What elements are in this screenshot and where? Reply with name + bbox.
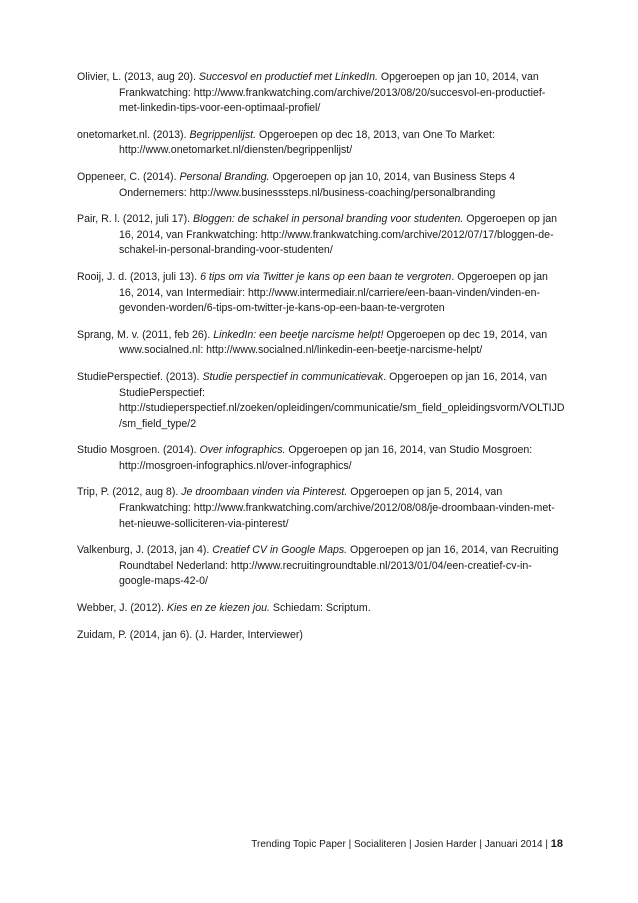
reference-source: Opgeroepen op jan 10, 2014, van Frankwatching: http://www.frankwatching.com/archive/2013/08/20/succesvol-en-productief-met-linkedin-tips-voor-een-optimaal-profiel/ [119, 71, 546, 115]
reference-title: Succesvol en productief met LinkedIn. [198, 71, 378, 83]
reference-source: Opgeroepen op dec 19, 2014, van www.socialned.nl: http://www.socialned.nl/linkedin-een-beetje-narcisme-helpt/ [119, 328, 548, 357]
reference-entry [77, 212, 565, 259]
reference-authors: Rooij, J. d. (2013, juli 13). [77, 270, 201, 283]
reference-source: . Opgeroepen op jan 16, 2014, van StudiePerspectief: http://studieperspectief.nl/zoeken/opleidingen/communicatie/sm_field_opleidingsvorm/VOLTIJD/sm_field_type/2 [119, 370, 565, 430]
reference-title: Personal Branding. [179, 170, 270, 183]
reference-title: LinkedIn: een beetje narcisme helpt! [213, 328, 384, 341]
reference-authors: onetomarket.nl. (2013). [77, 128, 190, 141]
reference-title: Over infographics. [199, 444, 286, 457]
reference-source: Opgeroepen op jan 10, 2014, van Business Steps 4 Ondernemers: http://www.businesssteps.nl/business-coaching/personalbranding [119, 170, 516, 199]
reference-authors: Zuidam, P. (2014, jan 6). (J. Harder, Interviewer) [77, 628, 303, 641]
reference-entry [77, 170, 565, 201]
reference-source: . Opgeroepen op jan 16, 2014, van Intermediair: http://www.intermediair.nl/carriere/een-baan-vinden/vinden-en-gevonden-worden/6-tips-om-twitter-je-kans-op-een-baan-te-vergroten [119, 270, 548, 315]
reference-authors: Sprang, M. v. (2011, feb 26). [77, 328, 214, 341]
reference-source: Opgeroepen op jan 16, 2014, van Studio Mosgroen: http://mosgroen-infographics.nl/over-infographics/ [119, 444, 533, 472]
reference-entry [77, 128, 565, 159]
reference-source: Opgeroepen op jan 5, 2014, van Frankwatching: http://www.frankwatching.com/archive/2012/08/08/je-droombaan-vinden-met-het-nieuwe-solliciteren-via-pinterest/ [119, 486, 555, 530]
reference-title: Je droombaan vinden via Pinterest. [181, 486, 348, 499]
reference-entry [77, 485, 565, 532]
reference-source: Opgeroepen op jan 16, 2014, van Frankwatching: http://www.frankwatching.com/archive/2012/07/17/bloggen-de-schakel-in-personal-branding-voor-studenten/ [119, 213, 557, 257]
reference-source: Opgeroepen op jan 16, 2014, van Recruiting Roundtabel Nederland: http://www.recruitingroundtable.nl/2013/01/04/een-creatief-cv-in-google-maps-42-0/ [119, 544, 559, 588]
page-number: 18 [550, 838, 563, 850]
reference-title: Studie perspectief in communicatievak [202, 370, 384, 383]
reference-authors: Olivier, L. (2013, aug 20). [77, 71, 199, 83]
reference-entry [77, 70, 565, 117]
reference-entry [77, 543, 565, 590]
reference-authors: Valkenburg, J. (2013, jan 4). [77, 544, 213, 557]
reference-list [77, 70, 565, 654]
reference-title: 6 tips om via Twitter je kans op een baan te vergroten [200, 270, 452, 283]
footer-text: Trending Topic Paper | Socialiteren | Josien Harder | Januari 2014 | [251, 839, 551, 850]
reference-title: Begrippenlijst. [189, 128, 257, 141]
reference-authors: Pair, R. l. (2012, juli 17). [77, 213, 193, 226]
page-footer [251, 838, 563, 850]
reference-entry [77, 443, 565, 474]
reference-authors: Oppeneer, C. (2014). [77, 170, 180, 183]
reference-entry [77, 328, 565, 359]
reference-source: Schiedam: Scriptum. [269, 602, 371, 615]
reference-title: Kies en ze kiezen jou. [166, 602, 270, 615]
reference-authors: Studio Mosgroen. (2014). [77, 444, 200, 457]
reference-entry [77, 370, 565, 432]
reference-entry [77, 601, 565, 617]
reference-entry [77, 628, 565, 644]
reference-authors: StudiePerspectief. (2013). [77, 370, 203, 383]
reference-authors: Webber, J. (2012). [77, 602, 167, 615]
reference-entry [77, 270, 565, 317]
reference-source: Opgeroepen op dec 18, 2013, van One To Market: http://www.onetomarket.nl/diensten/begrippenlijst/ [119, 128, 495, 157]
reference-authors: Trip, P. (2012, aug 8). [77, 486, 182, 499]
reference-title: Bloggen: de schakel in personal branding voor studenten. [193, 213, 464, 226]
reference-title: Creatief CV in Google Maps. [212, 544, 348, 557]
